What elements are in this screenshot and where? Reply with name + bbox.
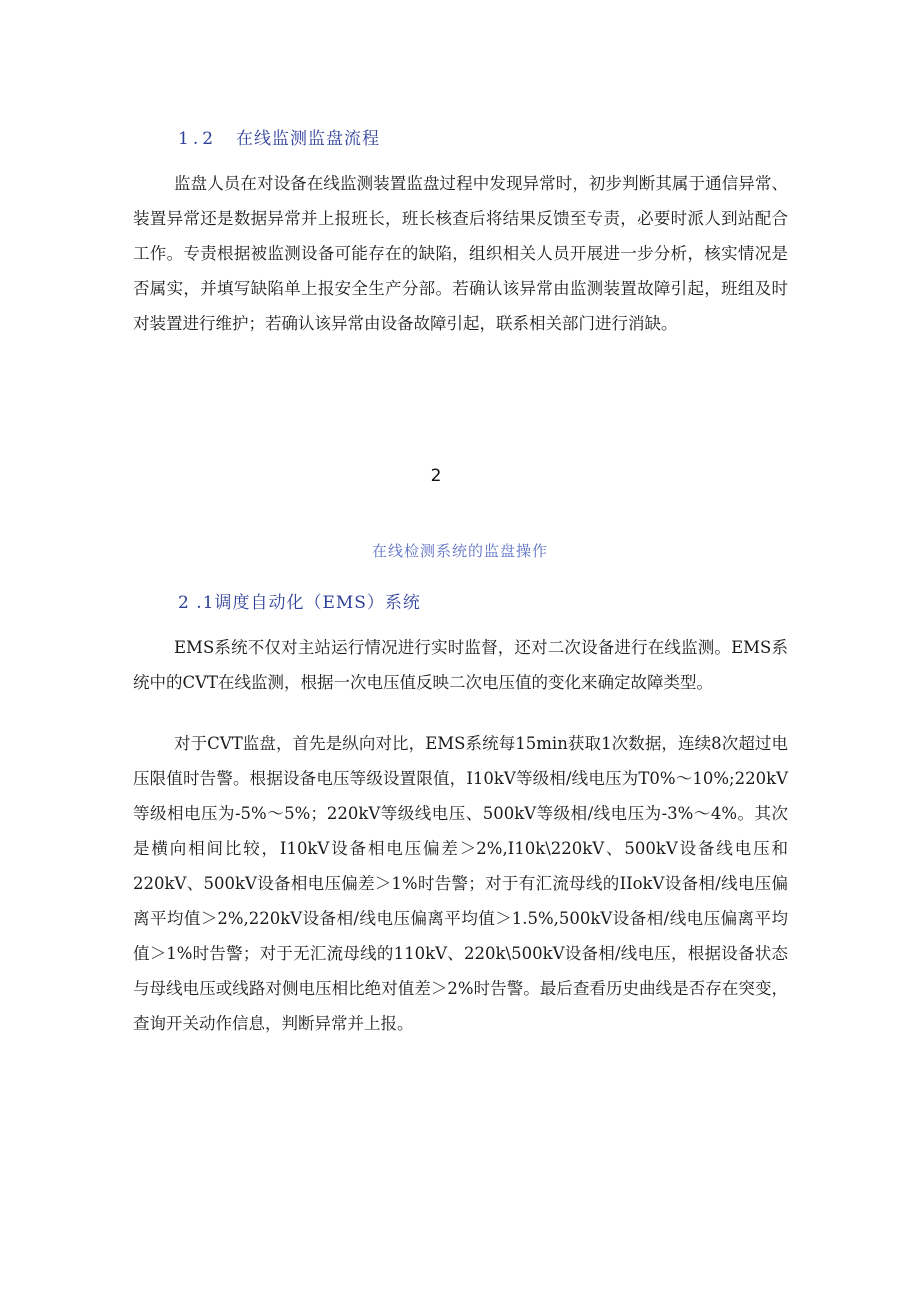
section-2-number: 2	[430, 466, 442, 486]
section-1-2-paragraph: 监盘人员在对设备在线监测装置监盘过程中发现异常时，初步判断其属于通信异常、装置异常还是数据异常并上报班长，班长核查后将结果反馈至专责，必要时派人到站配合工作。专责根据被监测设备可能存在的缺陷，组织相关人员开展进一步分析，核实情况是否属实，并填写缺陷单上报安全生产分部。若确认该异常由监测装置故障引起，班组及时对装置进行维护；若确认该异常由设备故障引起，联系相关部门进行消缺。	[133, 174, 788, 333]
section-2-1-heading: 2 .1调度自动化（EMS）系统	[178, 593, 421, 613]
section-1-2-number: 1.2	[178, 129, 218, 149]
section-2-title: 在线检测系统的监盘操作	[371, 542, 548, 560]
section-2-1-paragraph-2: 对于CVT监盘，首先是纵向对比，EMS系统每15min获取1次数据，连续8次超过电压限值时告警。根据设备电压等级设置限值，I10kV等级相/线电压为T0%～10%;220kV等级相电压为-5%～5%；220kV等级线电压、500kV等级相/线电压为-3%～4%。其次是横向相间比较，I10kV设备相电压偏差＞2%,I10k\220kV、500kV设备线电压和220kV、500kV设备相电压偏差＞1%时告警；对于有汇流母线的IIokV设备相/线电压偏离平均值＞2%,220kV设备相/线电压偏离平均值＞1.5%,500kV设备相/线电压偏离平均值＞1%时告警；对于无汇流母线的110kV、220k\500kV设备相/线电压，根据设备状态与母线电压或线路对侧电压相比绝对值差＞2%时告警。最后查看历史曲线是否存在突变，查询开关动作信息，判断异常并上报。	[133, 734, 788, 1033]
section-1-2-heading	[178, 124, 380, 149]
section-1-2-title: 在线监测监盘流程	[236, 129, 380, 149]
section-2-1-paragraph-1: EMS系统不仅对主站运行情况进行实时监督，还对二次设备进行在线监测。EMS系统中的CVT在线监测，根据一次电压值反映二次电压值的变化来确定故障类型。	[133, 638, 788, 692]
